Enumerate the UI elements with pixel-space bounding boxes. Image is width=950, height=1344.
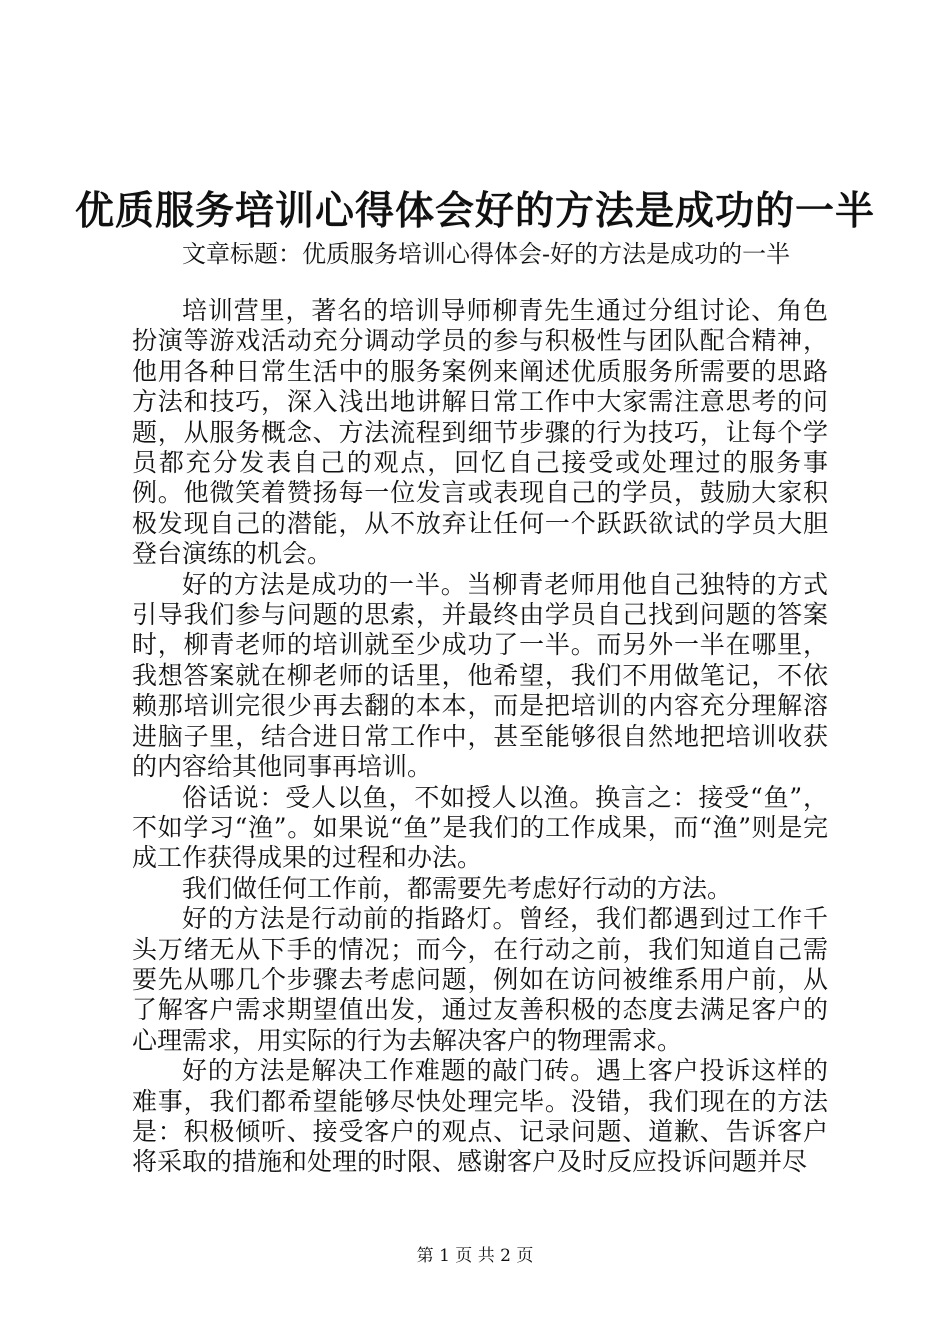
paragraph: 培训营里，著名的培训导师柳青先生通过分组讨论、角色扮演等游戏活动充分调动学员的参与积极性与团队配合精神，他用各种日常生活中的服务案例来阐述优质服务所需要的思路方法和技巧，深入浅出地讲解日常工作中大家需注意思考的问题，从服务概念、方法流程到细节步骤的行为技巧，让每个学员都充分发表自己的观点，回忆自己接受或处理过的服务事例。他微笑着赞扬每一位发言或表现自己的学员，鼓励大家积极发现自己的潜能，从不放弃让任何一个跃跃欲试的学员大胆登台演练的机会。 [132,296,828,569]
document-title: 优质服务培训心得体会好的方法是成功的一半 [74,188,875,234]
page-footer: 第 1 页 共 2 页 [416,1246,534,1266]
document-subtitle: 文章标题：优质服务培训心得体会-好的方法是成功的一半 [182,240,791,268]
paragraph: 好的方法是解决工作难题的敲门砖。遇上客户投诉这样的难事，我们都希望能够尽快处理完毕。没错，我们现在的方法是：积极倾听、接受客户的观点、记录问题、道歉、告诉客户将采取的措施和处理的时限、感谢客户及时反应投诉问题并尽 [132,1056,828,1177]
paragraph: 好的方法是成功的一半。当柳青老师用他自己独特的方式引导我们参与问题的思索，并最终由学员自己找到问题的答案时，柳青老师的培训就至少成功了一半。而另外一半在哪里，我想答案就在柳老师的话里，他希望，我们不用做笔记，不依赖那培训完很少再去翻的本本，而是把培训的内容充分理解溶进脑子里，结合进日常工作中，甚至能够很自然地把培训收获的内容给其他同事再培训。 [132,569,828,782]
paragraph: 我们做任何工作前，都需要先考虑好行动的方法。 [182,873,733,903]
paragraph: 好的方法是行动前的指路灯。曾经，我们都遇到过工作千头万绪无从下手的情况；而今，在行动之前，我们知道自己需要先从哪几个步骤去考虑问题，例如在访问被维系用户前，从了解客户需求期望值出发，通过友善积极的态度去满足客户的心理需求，用实际的行为去解决客户的物理需求。 [132,904,828,1055]
document-body [132,296,828,1178]
paragraph: 俗话说：受人以鱼，不如授人以渔。换言之：接受“鱼”，不如学习“渔”。如果说“鱼”是我们的工作成果，而“渔”则是完成工作获得成果的过程和办法。 [132,782,828,873]
